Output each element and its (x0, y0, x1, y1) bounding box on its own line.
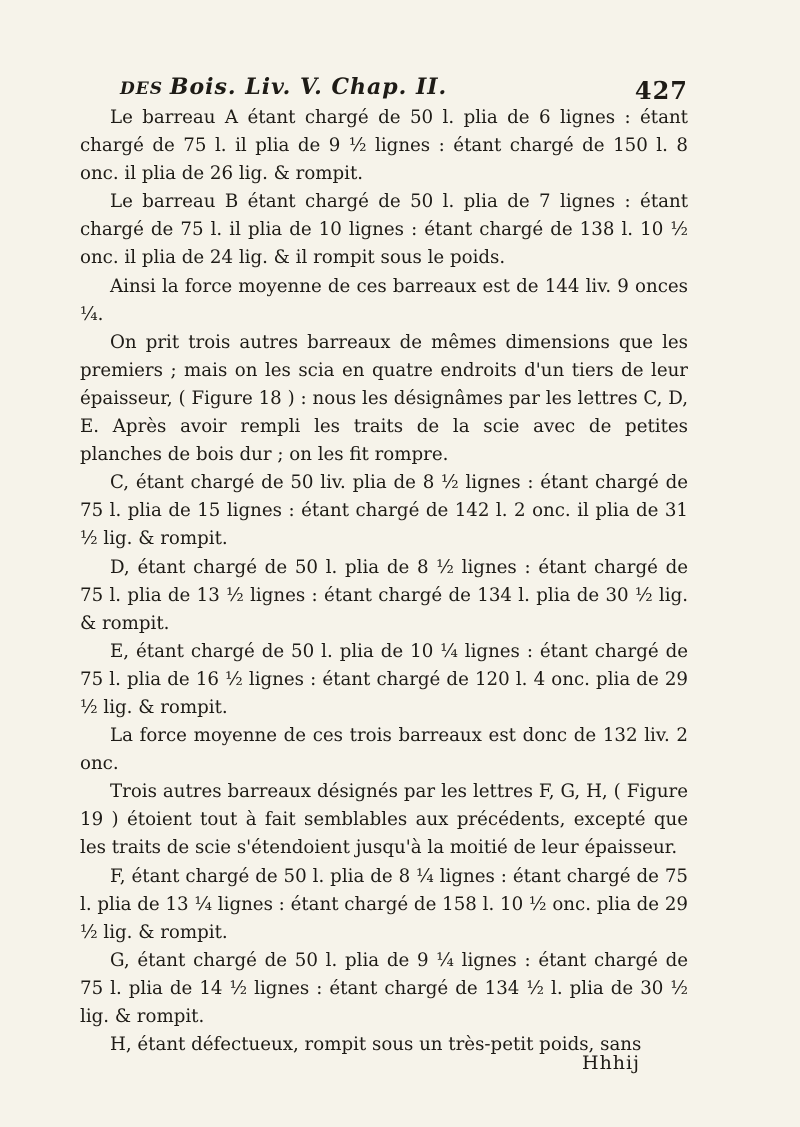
running-header (120, 66, 688, 106)
paragraph: E, étant chargé de 50 l. plia de 10 ¼ lignes : étant chargé de 75 l. plia de 16 ½ lignes : étant chargé de 120 l. 4 onc. plia de 29 ½ lig. & rompit. (80, 640, 688, 718)
paragraph: H, étant défectueux, rompit sous un très-petit poids, sans (110, 1034, 642, 1056)
paragraph: Ainsi la force moyenne de ces barreaux est de 144 liv. 9 onces ¼. (80, 275, 688, 325)
running-title: DES Bois. Liv. V. Chap. II. (120, 74, 448, 100)
paragraph: Le barreau A étant chargé de 50 l. plia de 6 lignes : étant chargé de 75 l. il plia de 9 ½ lignes : étant chargé de 150 l. 8 onc. il plia de 26 lig. & rompit. (80, 107, 688, 185)
paragraph: C, étant chargé de 50 liv. plia de 8 ½ lignes : étant chargé de 75 l. plia de 15 lignes : étant chargé de 142 l. 2 onc. il plia de 31 ½ lig. & rompit. (80, 472, 688, 550)
paragraph: La force moyenne de ces trois barreaux est donc de 132 liv. 2 onc. (80, 725, 688, 775)
page-number: 427 (634, 76, 688, 105)
paragraph: D, étant chargé de 50 l. plia de 8 ½ lignes : étant chargé de 75 l. plia de 13 ½ lignes : étant chargé de 134 l. plia de 30 ½ lig. & rompit. (80, 556, 688, 634)
paragraph: On prit trois autres barreaux de mêmes dimensions que les premiers ; mais on les scia en quatre endroits d'un tiers de leur épaisseur, ( Figure 18 ) : nous les désignâmes par les lettres C, D, E. Après avoir rempli les traits de la scie avec de petites planches de bois dur ; on les fit rompre. (80, 331, 688, 466)
body-text (80, 104, 688, 1059)
paragraph: Trois autres barreaux désignés par les lettres F, G, H, ( Figure 19 ) étoient tout à fait semblables aux précédents, excepté que les traits de scie s'étendoient jusqu'à la moitié de leur épaisseur. (80, 781, 688, 859)
paragraph: Le barreau B étant chargé de 50 l. plia de 7 lignes : étant chargé de 75 l. il plia de 10 lignes : étant chargé de 138 l. 10 ½ onc. il plia de 24 lig. & il rompit sous le poids. (80, 191, 688, 269)
signature-mark: Hhhij (582, 1052, 641, 1074)
paragraph: G, étant chargé de 50 l. plia de 9 ¼ lignes : étant chargé de 75 l. plia de 14 ½ lignes : étant chargé de 134 ½ l. plia de 30 ½ lig. & rompit. (80, 949, 688, 1027)
paragraph: F, étant chargé de 50 l. plia de 8 ¼ lignes : étant chargé de 75 l. plia de 13 ¼ lignes : étant chargé de 158 l. 10 ½ onc. plia de 29 ½ lig. & rompit. (80, 865, 688, 943)
